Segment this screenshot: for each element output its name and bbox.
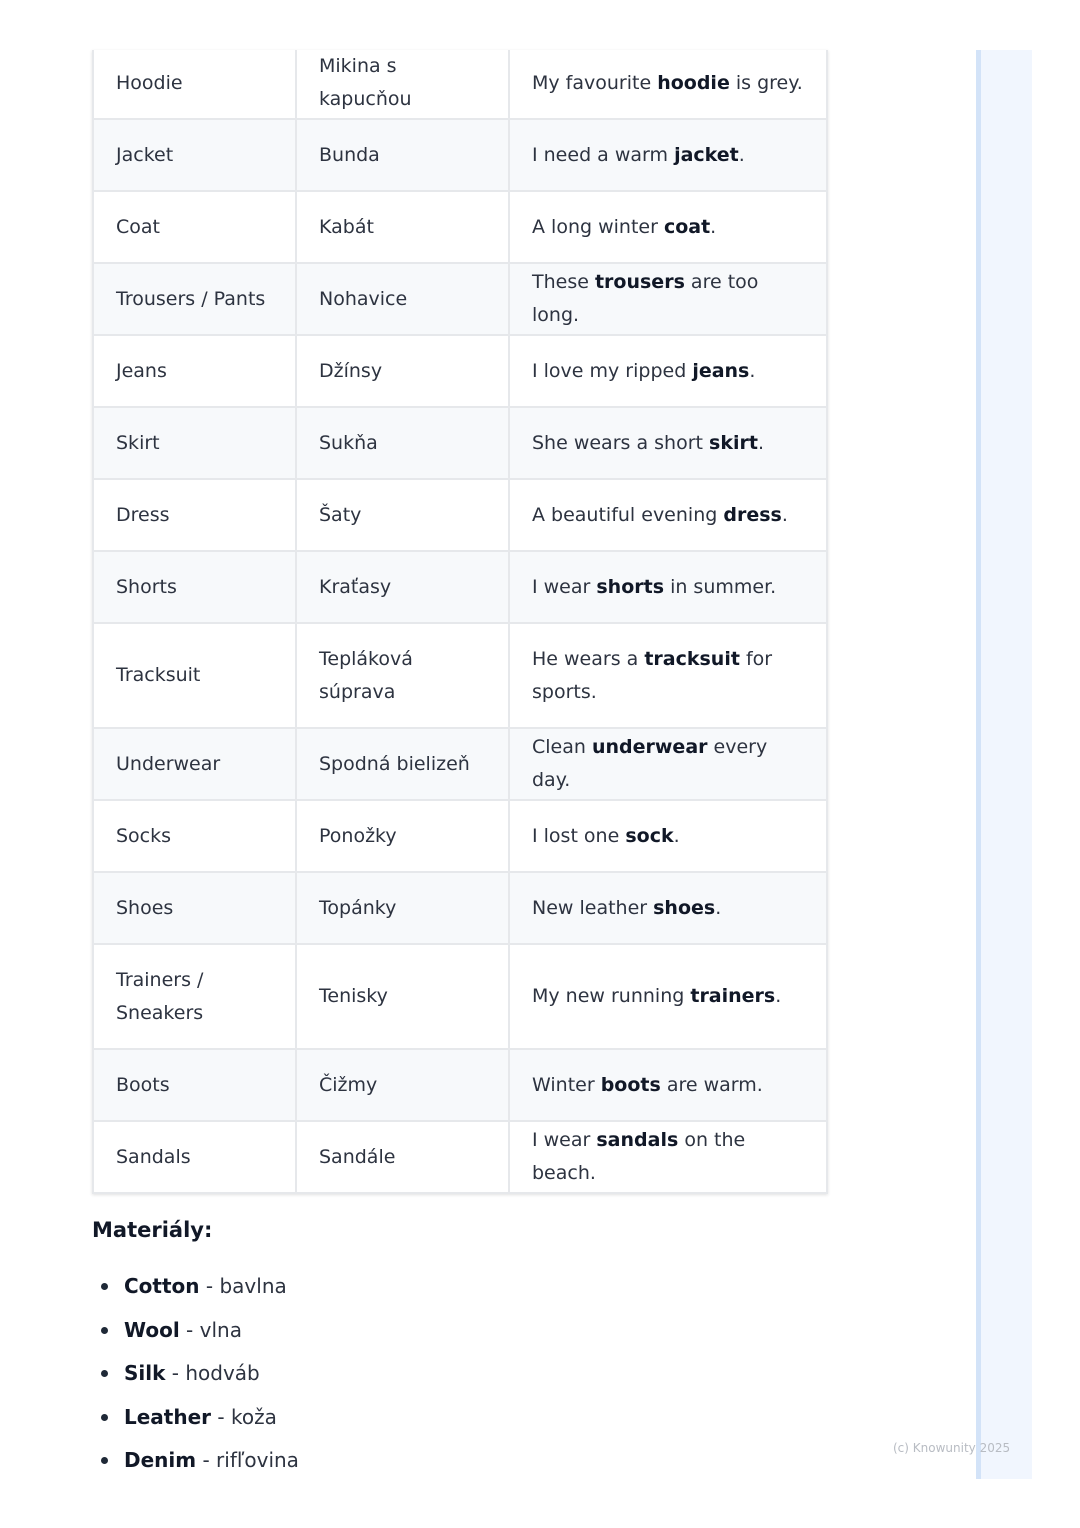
list-item: Wool - vlna (92, 1314, 299, 1358)
watermark: (c) Knowunity 2025 (893, 1441, 1011, 1455)
slovak-cell: Nohavice (296, 263, 509, 335)
bullet-icon (101, 1457, 108, 1464)
materials-heading: Materiály: (92, 1218, 213, 1242)
side-panel (976, 50, 1032, 1479)
table-row (93, 479, 827, 551)
example-cell: I wear sandals on the beach. (509, 1121, 827, 1193)
slovak-cell: Tepláková súprava (296, 623, 509, 728)
slovak-cell: Džínsy (296, 335, 509, 407)
english-cell: Coat (93, 191, 296, 263)
english-cell: Shoes (93, 872, 296, 944)
materials-list (92, 1270, 299, 1488)
example-cell: A long winter coat. (509, 191, 827, 263)
table-row (93, 800, 827, 872)
english-cell: Jeans (93, 335, 296, 407)
table-row (93, 623, 827, 728)
example-cell: She wears a short skirt. (509, 407, 827, 479)
slovak-cell: Mikina s kapucňou (296, 50, 509, 119)
table-row (93, 1121, 827, 1193)
english-cell: Socks (93, 800, 296, 872)
slovak-cell: Topánky (296, 872, 509, 944)
english-cell: Skirt (93, 407, 296, 479)
slovak-cell: Bunda (296, 119, 509, 191)
table-row (93, 407, 827, 479)
english-cell: Trousers / Pants (93, 263, 296, 335)
english-cell: Boots (93, 1049, 296, 1121)
english-cell: Trainers / Sneakers (93, 944, 296, 1049)
slovak-cell: Tenisky (296, 944, 509, 1049)
side-panel-border (976, 50, 981, 1479)
example-cell: I love my ripped jeans. (509, 335, 827, 407)
bullet-icon (101, 1327, 108, 1334)
english-cell: Shorts (93, 551, 296, 623)
list-item: Cotton - bavlna (92, 1270, 299, 1314)
english-cell: Tracksuit (93, 623, 296, 728)
slovak-cell: Šaty (296, 479, 509, 551)
bullet-icon (101, 1283, 108, 1290)
list-item: Denim - rifľovina (92, 1444, 299, 1488)
table-row (93, 263, 827, 335)
slovak-cell: Ponožky (296, 800, 509, 872)
clothing-vocabulary-table (92, 50, 828, 1194)
bullet-icon (101, 1370, 108, 1377)
table-row (93, 551, 827, 623)
example-cell: These trousers are too long. (509, 263, 827, 335)
table-row (93, 944, 827, 1049)
english-cell: Sandals (93, 1121, 296, 1193)
example-cell: Clean underwear every day. (509, 728, 827, 800)
list-item: Silk - hodváb (92, 1357, 299, 1401)
slovak-cell: Čižmy (296, 1049, 509, 1121)
example-cell: I lost one sock. (509, 800, 827, 872)
table-row (93, 1049, 827, 1121)
bullet-icon (101, 1414, 108, 1421)
table-row (93, 191, 827, 263)
example-cell: He wears a tracksuit for sports. (509, 623, 827, 728)
english-cell: Hoodie (93, 50, 296, 119)
example-cell: Winter boots are warm. (509, 1049, 827, 1121)
slovak-cell: Sandále (296, 1121, 509, 1193)
english-cell: Dress (93, 479, 296, 551)
table-row (93, 335, 827, 407)
slovak-cell: Kraťasy (296, 551, 509, 623)
example-cell: My new running trainers. (509, 944, 827, 1049)
english-cell: Underwear (93, 728, 296, 800)
list-item: Leather - koža (92, 1401, 299, 1445)
table-row (93, 728, 827, 800)
table-row (93, 872, 827, 944)
table-row (93, 50, 827, 119)
english-cell: Jacket (93, 119, 296, 191)
example-cell: I wear shorts in summer. (509, 551, 827, 623)
example-cell: My favourite hoodie is grey. (509, 50, 827, 119)
table-row (93, 119, 827, 191)
slovak-cell: Spodná bielizeň (296, 728, 509, 800)
slovak-cell: Sukňa (296, 407, 509, 479)
example-cell: New leather shoes. (509, 872, 827, 944)
example-cell: A beautiful evening dress. (509, 479, 827, 551)
example-cell: I need a warm jacket. (509, 119, 827, 191)
slovak-cell: Kabát (296, 191, 509, 263)
